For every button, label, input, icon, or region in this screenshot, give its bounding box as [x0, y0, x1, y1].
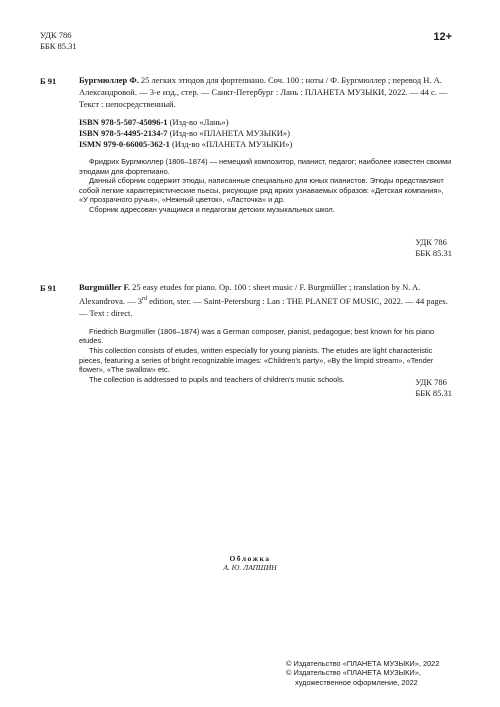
cover-designer: А. Ю. ЛАПШИН [223, 563, 277, 572]
ru-annotation [79, 157, 452, 215]
annotation-paragraph: This collection consists of etudes, written especially for young pianists. The etudes are light characteristic pieces, featuring a series of bright recognizable images: «Children's party», «By the limpid stream», «Tender flower», «The swallow» etc. [79, 346, 434, 375]
en-author-code: Б 91 [40, 283, 57, 293]
copyright-line: © Издательство «ПЛАНЕТА МУЗЫКИ», 2022 [286, 659, 440, 668]
ru-author-code: Б 91 [40, 76, 57, 86]
ru-bibliographic-record [79, 74, 452, 110]
copyright-block [286, 659, 439, 687]
isbn-line: ISBN 978-5-4495-2134-7 (Изд-во «ПЛАНЕТА МУЗЫКИ») [79, 128, 291, 138]
en-record-text-b: edition, ster. — Saint-Petersburg : Lan : THE PLANET OF MUSIC, 2022. — 44 pages. — Text : direct. [79, 295, 448, 318]
ru-bbk: ББК 85.31 [415, 248, 452, 258]
isbn-line: ISBN 978-5-507-45096-1 (Изд-во «Лань») [79, 117, 229, 127]
en-classification [415, 377, 452, 399]
udk-code: УДК 786 [40, 30, 72, 40]
copyright-line: © Издательство «ПЛАНЕТА МУЗЫКИ», [286, 668, 421, 678]
en-udk: УДК 786 [415, 377, 447, 387]
en-catalog-entry [79, 281, 452, 384]
en-record-sup: rd [142, 296, 148, 302]
annotation-paragraph: Сборник адресован учащимся и педагогам детских музыкальных школ. [89, 204, 335, 214]
copyright-line: художественное оформление, 2022 [295, 677, 418, 687]
header-classification [40, 30, 77, 52]
en-author: Burgmüller F. [79, 282, 131, 292]
en-bibliographic-record [79, 281, 452, 319]
ru-classification [415, 237, 452, 259]
en-bbk: ББК 85.31 [415, 388, 452, 398]
annotation-paragraph: The collection is addressed to pupils and teachers of children's music schools. [89, 374, 345, 384]
ru-record-text: 25 легких этюдов для фортепиано. Соч. 100 : ноты / Ф. Бургмюллер ; перевод Н. А. Александровой. — 3-е изд., стер. — Санкт-Петербург : Лань : ПЛАНЕТА МУЗЫКИ, 2022. — 44 с. — Текст : непосредственный. [79, 75, 448, 109]
annotation-paragraph: Данный сборник содержит этюды, написанные специально для юных пианистов. Этюды представляют собой легкие характеристические пьесы, рисующие ряд ярких узнаваемых образов: «Детская компания», «У прозрачного ручья», «Нежный цветок», «Ласточка» и др. [79, 176, 444, 205]
en-annotation [79, 327, 452, 385]
annotation-paragraph: Friedrich Burgmüller (1806–1874) was a German composer, pianist, pedagogue; best known for his piano etudes. [79, 326, 435, 346]
bbk-code: ББК 85.31 [40, 41, 77, 51]
age-rating: 12+ [433, 31, 452, 43]
ru-isbn-list [79, 117, 452, 150]
cover-credit [0, 554, 500, 572]
cover-label: Обложка [229, 554, 271, 563]
en-record-text-a: 25 easy etudes for piano. Op. 100 : sheet music / F. Burgmüller ; translation by N. A. Alexandrova. — 3 [79, 282, 421, 306]
ru-author: Бургмюллер Ф. [79, 75, 139, 85]
annotation-paragraph: Фридрих Бургмюллер (1806–1874) — немецкий композитор, пианист, педагог; наиболее известен своими этюдами для фортепиано. [79, 157, 452, 176]
ismn-line: ISMN 979-0-66005-362-1 (Изд-во «ПЛАНЕТА МУЗЫКИ») [79, 139, 293, 149]
ru-catalog-entry [79, 74, 452, 215]
ru-udk: УДК 786 [415, 237, 447, 247]
